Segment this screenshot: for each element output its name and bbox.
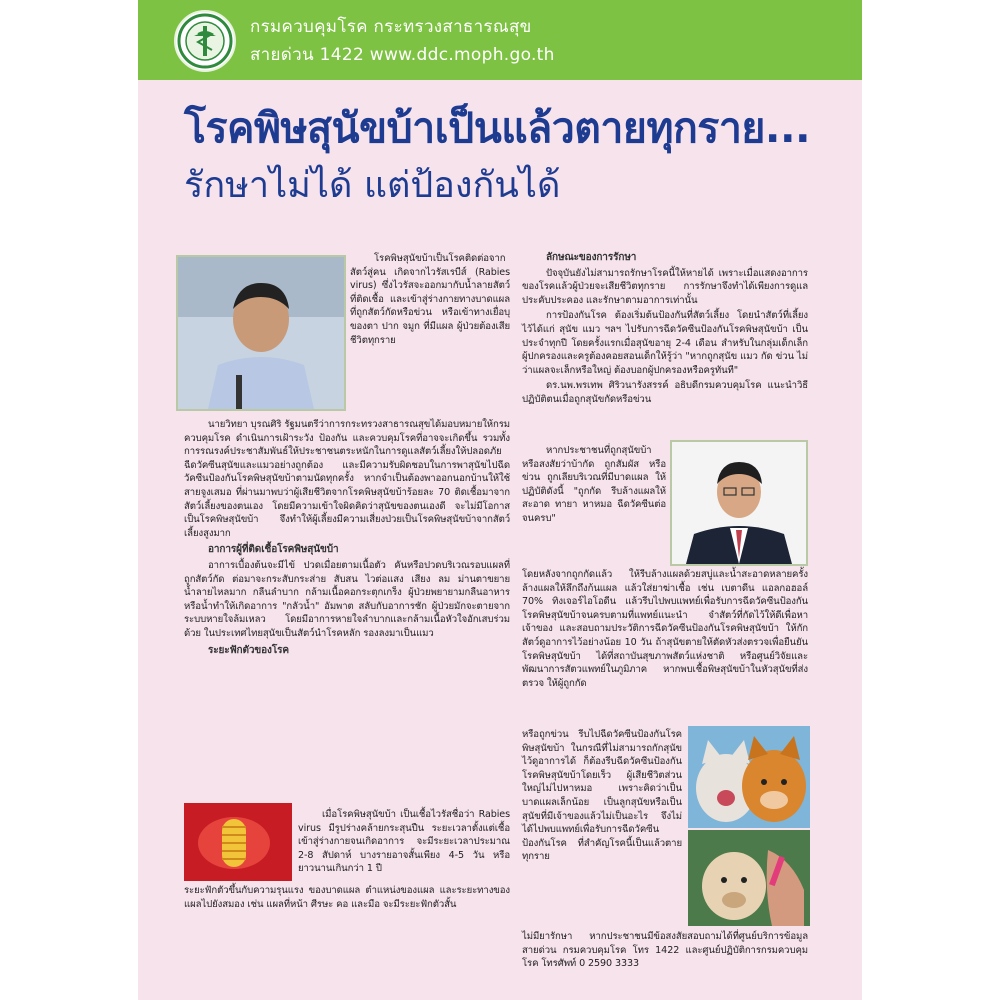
incubation-continued [184,884,510,911]
advice-paragraph: หากประชาชนที่ถูกสุนัขบ้าหรือสงสัยว่าบ้ากัด ถูกสัมผัส หรือข่วน ถูกเลียบริเวณที่มีบาดแผล ให้ปฏิบัติดังนี้ "ถูกกัด รีบล้างแผลให้สะอาด ทายา หาหมอ ฉีดวัคซีนต่อจนครบ" [522,445,666,524]
director-paragraph: ดร.นพ.พรเทพ ศิริวนารังสรรค์ อธิบดีกรมควบคุมโรค แนะนำวิธีปฏิบัติตนเมื่อถูกสุนัขกัดหรือข่วน [522,380,808,405]
incubation-column [298,808,510,876]
prevention-paragraph: การป้องกันโรค ต้องเริ่มต้นป้องกันที่สัตว์เลี้ยง โดยนำสัตว์ที่เลี้ยงไว้ได้แก่ สุนัข แมว ฯลฯ ไปรับการฉีดวัคซีนป้องกันโรคพิษสุนัขบ้า เป็นประจำทุกปี โดยครั้งแรกเมื่อสุนัขอายุ 2-4 เดือน สำหรับในกลุ่มเด็กเล็ก ผู้ปกครองและครูต้องคอยสอนเด็กให้รู้ว่า "หากถูกสุนัข แมว กัด ข่วน ไม่ว่าแผลจะเล็กหรือใหญ่ ต้องบอกผู้ปกครองหรือครูทันที" [522,310,808,376]
header-bar [138,0,862,80]
contact-column [522,930,808,971]
symptoms-paragraph: อาการเบื้องต้นจะมีไข้ ปวดเมื่อยตามเนื้อตัว คันหรือปวดบริเวณรอบแผลที่ถูกสัตว์กัด ต่อมาจะกระสับกระส่าย สับสน ไวต่อแสง เสียง ลม ม่านตาขยาย น้ำลายไหลมาก กลืนลำบาก กล้ามเนื้อคอกระตุกเกร็ง ผู้ป่วยพยายามกลืนอาหารหรือน้ำทำให้เกิดอาการ "กลัวน้ำ" อัมพาต สลับกับอาการชัก ผู้ป่วยมักจะตายจากระบบหายใจล้มเหลว โดยมีอาการหายใจลำบากและกล้ามเนื้อหัวใจอักเสบร่วมด้วย ในประเทศไทยสุนัขเป็นสัตว์นำโรคหลัก รองลงมาเป็นแมว [184,559,510,639]
subheadline: รักษาไม่ได้ แต่ป้องกันได้ [184,165,561,206]
incubation-paragraph-2: ระยะฟักตัวขึ้นกับความรุนแรง ของบาดแผล ตำแหน่งของแผล และระยะทางของแผลไปยังสมอง เช่น แผลที่หน้า ศีรษะ คอ และมือ จะมีระยะฟักตัวสั้น [184,885,510,910]
dog-vaccination-photo [688,830,810,926]
advice-paragraph-2: โดยหลังจากถูกกัดแล้ว ให้รีบล้างแผลด้วยสบู่และน้ำสะอาดหลายครั้ง ล้างแผลให้ลึกถึงก้นแผล แล้วใส่ยาฆ่าเชื้อ เช่น เบตาดีน แอลกอฮอล์ 70% ทิงเจอร์ไอโอดีน แล้วรีบไปพบแพทย์เพื่อรับการฉีดวัคซีนป้องกันโรคพิษสุนัขบ้าจนครบตามที่แพทย์แนะนำ จำสัตว์ที่กัดไว้ให้ดีเพื่อหาเจ้าของ และสอบถามประวัติการฉีดวัคซีนป้องกันโรคพิษสุนัขบ้า ให้กักสัตว์ดูอาการไว้อย่างน้อย 10 วัน ถ้าสุนัขตายให้ตัดหัวส่งตรวจเพื่อยืนยันโรคพิษสุนัขบ้า ได้ที่สถาบันสุขภาพสัตว์แห่งชาติ หรือศูนย์วิจัยและพัฒนาการสัตวแพทย์ในภูมิภาค หากพบเชื้อพิษสุนัขบ้าในหัวสุนัขที่ส่งตรวจ ให้ผู้ถูกกัด [522,569,808,689]
org-name: กรมควบคุมโรค กระทรวงสาธารณสุข [250,17,532,37]
advice-paragraph-3: หรือถูกข่วน รีบไปฉีดวัคซีนป้องกันโรคพิษสุนัขบ้า ในกรณีที่ไม่สามารถกักสุนัขไว้ดูอาการได้ ก็ต้องรีบฉีดวัคซีนป้องกันโรคพิษสุนัขบ้าโดยเร็ว ผู้เสียชีวิตส่วนใหญ่ไม่ไปหาหมอ เพราะคิดว่าเป็นบาดแผลเล็กน้อย เป็นลูกสุนัขหรือเป็นสุนัขที่มีเจ้าของแล้วไม่เป็นอะไร จึงไม่ได้ไปพบแพทย์เพื่อรับการฉีดวัคซีนป้องกันโรค ที่สำคัญโรคนี้เป็นแล้วตายทุกราย [522,729,682,863]
advice-column [522,444,666,526]
minister-paragraph: นายวิทยา บุรณศิริ รัฐมนตรีว่าการกระทรวงสาธารณสุขได้มอบหมายให้กรมควบคุมโรค ดำเนินการเฝ้าระวัง ป้องกัน และควบคุมโรคที่อาจจะเกิดขึ้น รวมทั้งการรณรงค์ประชาสัมพันธ์ให้ประชาชนตระหนักในการดูแลสัตว์เลี้ยงให้ปลอดภัย ฉีดวัคซีนสุนัขและแมวอย่างถูกต้อง และมีความรับผิดชอบในการพาสุนัขไปฉีดวัคซีนป้องกันโรคพิษสุนัขบ้าตามนัดทุกครั้ง หากจำเป็นต้องพาออกนอกบ้านให้ใช้สายจูงเสมอ ที่ผ่านมาพบว่าผู้เสียชีวิตจากโรคพิษสุนัขบ้าร้อยละ 70 ติดเชื้อมาจากสัตว์เลี้ยงของตนเอง โดยมีความเข้าใจผิดคิดว่าสุนัขของตนเองดี จะไม่มีโอกาสเป็นโรคพิษสุนัขบ้า จึงทำให้ผู้เลี้ยงมีความเสี่ยงป่วยเป็นโรคพิษสุนัขบ้าจากสัตว์เลี้ยงสูงมาก [184,419,511,539]
left-column [184,418,510,658]
rabies-virus-photo [184,803,292,881]
headline: โรคพิษสุนัขบ้าเป็นแล้วตายทุกราย... [184,104,811,152]
intro-column [350,252,510,347]
intro-paragraph: โรคพิษสุนัขบ้าเป็นโรคติดต่อจากสัตว์สู่คน เกิดจากไวรัสเรบีส์ (Rabies virus) ซึ่งไวรัสจะออกมากับน้ำลายสัตว์ที่ติดเชื้อ และเข้าสู่ร่างกายทางบาดแผลที่ถูกสัตว์กัดหรือข่วน หรือเข้าทางเยื่อบุของตา ปาก จมูก ที่มีแผล ผู้ป่วยต้องเสียชีวิตทุกราย [350,253,510,346]
magazine-page [138,0,862,1000]
cat-dog-photo [688,726,810,828]
ddc-logo-icon [174,10,236,72]
incubation-paragraph: เมื่อโรคพิษสุนัขบ้า เป็นเชื้อไวรัสชื่อว่า Rabies virus มีรูปร่างคล้ายกระสุนปืน ระยะเวลาตั้งแต่เชื้อเข้าสู่ร่างกายจนเกิดอาการ จะมีระยะเวลาประมาณ 2-8 สัปดาห์ บางรายอาจสั้นเพียง 4-5 วัน หรือยาวนานเกินกว่า 1 ปี [298,809,510,875]
right-column [522,248,808,407]
official-photo [176,255,346,411]
advice-continued [522,568,808,690]
treatment-heading: ลักษณะของการรักษา [546,252,637,263]
hotline-website: สายด่วน 1422 www.ddc.moph.go.th [250,45,555,65]
incubation-heading: ระยะฟักตัวของโรค [208,644,289,656]
advice-column-lower [522,728,682,864]
director-photo [670,440,808,566]
symptoms-heading: อาการผู้ที่ติดเชื้อโรคพิษสุนัขบ้า [208,544,339,556]
contact-paragraph: ไม่มียารักษา หากประชาชนมีข้อสงสัยสอบถามได้ที่ศูนย์บริการข้อมูลสายด่วน กรมควบคุมโรค โทร 1422 และศูนย์ปฏิบัติการกรมควบคุมโรค โทรศัพท์ 0 2590 3333 [522,931,808,970]
treatment-paragraph: ปัจจุบันยังไม่สามารถรักษาโรคนี้ให้หายได้ เพราะเมื่อแสดงอาการของโรคแล้วผู้ป่วยจะเสียชีวิตทุกราย การรักษาจึงทำได้เพียงการดูแล ประคับประคอง และรักษาตามอาการเท่านั้น [522,267,808,306]
